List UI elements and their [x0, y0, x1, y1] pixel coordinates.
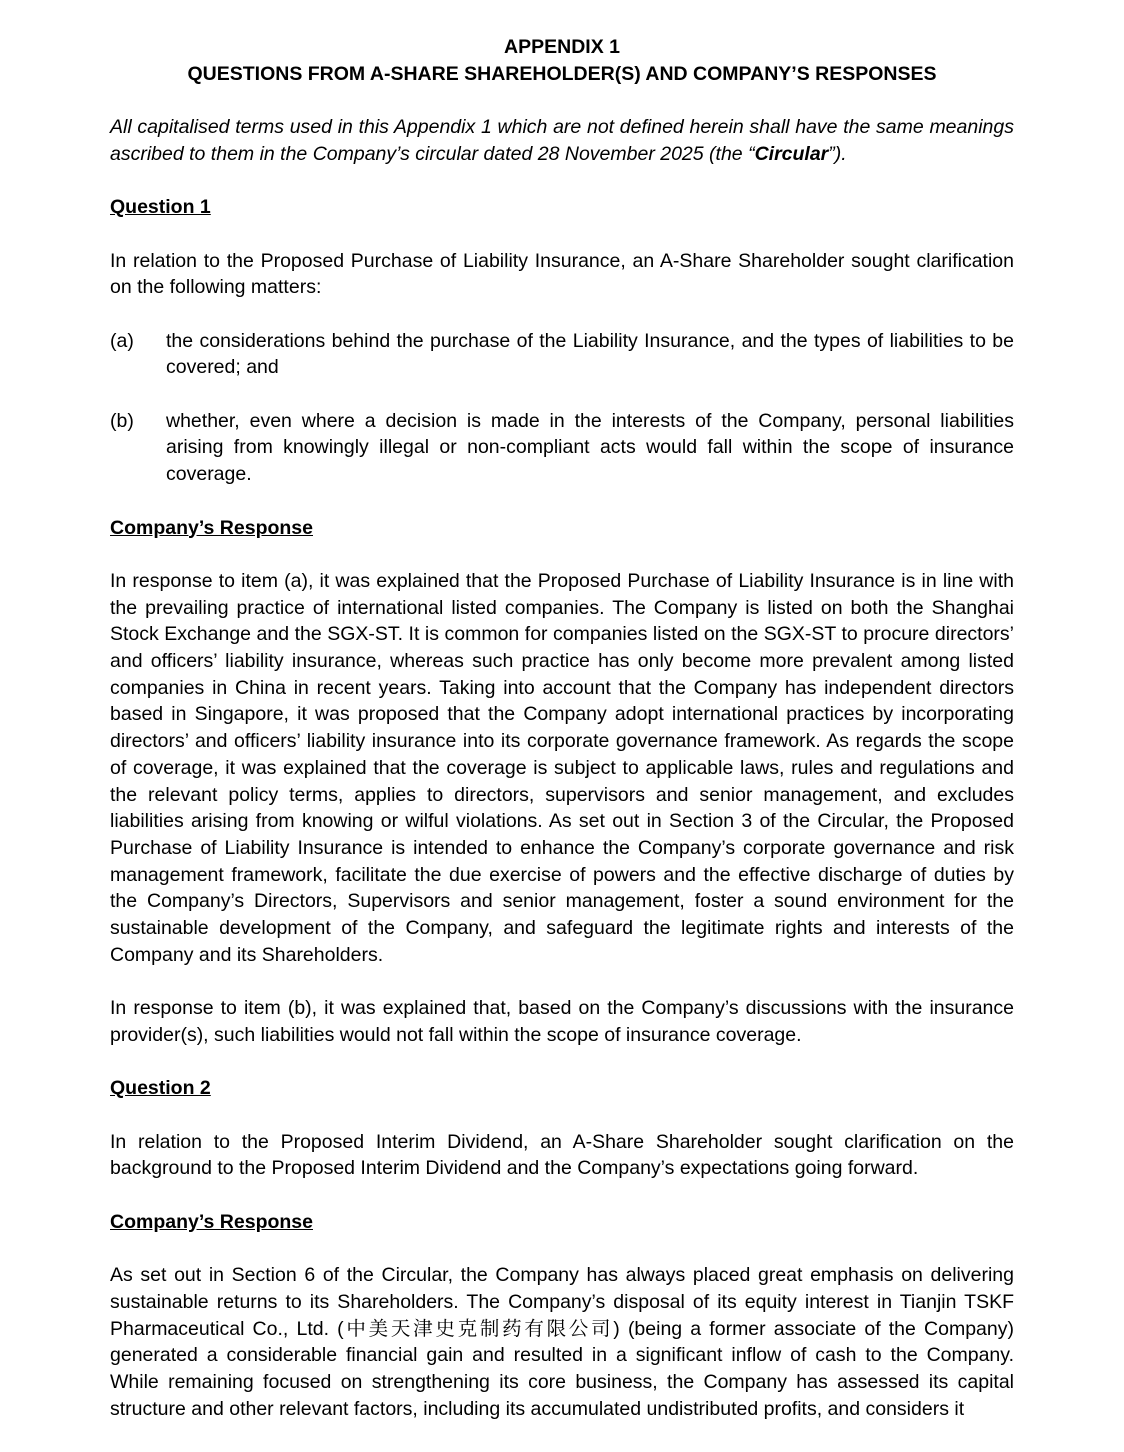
company-response-1-heading: Company’s Response [110, 516, 313, 539]
question-1-heading: Question 1 [110, 196, 211, 219]
preamble-paragraph [110, 114, 1014, 167]
response-2-paragraph: As set out in Section 6 of the Circular, the Company has always placed great emphasis on delivering sustainable returns to its Shareholders. The Company’s disposal of its equity interest in Tianjin TSKF Pharmaceutical Co., Ltd. (中美天津史克制药有限公司) (being a former associate of the Company) generated a considerable financial gain and resulted in a significant inflow of cash to the Company. While remaining focused on strengthening its core business, the Company has assessed its capital structure and other relevant factors, including its accumulated undistributed profits, and considers it [110, 1264, 1014, 1420]
list-item-b [110, 408, 1014, 488]
document-header [110, 34, 1014, 87]
question-2-intro: In relation to the Proposed Interim Dividend, an A-Share Shareholder sought clarification on the background to the Proposed Interim Dividend and the Company’s expectations going forward. [110, 1130, 1014, 1180]
preamble-text-start: All capitalised terms used in this Appendix 1 which are not defined herein shall have the same meanings ascribed to them in the Company’s circular dated 28 November 2025 (the “ [110, 116, 1014, 165]
response-1a-paragraph: In response to item (a), it was explained that the Proposed Purchase of Liability Insurance is in line with the prevailing practice of international listed companies. The Company is listed on both the Shanghai Stock Exchange and the SGX-ST. It is common for companies listed on the SGX-ST to procure directors’ and officers’ liability insurance, whereas such practice has only become more prevalent among listed companies in China in recent years. Taking into account that the Company has independent directors based in Singapore, it was proposed that the Company adopt international practices by incorporating directors’ and officers’ liability insurance into its corporate governance framework. As regards the scope of coverage, it was explained that the coverage is subject to applicable laws, rules and regulations and the relevant policy terms, applies to directors, supervisors and senior management, and excludes liabilities arising from knowing or wilful violations. As set out in Section 3 of the Circular, the Proposed Purchase of Liability Insurance is intended to enhance the Company’s corporate governance and risk management framework, facilitate the due exercise of powers and the effective discharge of duties by the Company’s Directors, Supervisors and senior management, foster a sound environment for the sustainable development of the Company, and safeguard the legitimate rights and interests of the Company and its Shareholders. [110, 569, 1014, 966]
list-item-a-label: (a) [110, 329, 134, 352]
preamble-text-end: ”). [828, 142, 847, 165]
company-response-2-heading: Company’s Response [110, 1210, 313, 1233]
list-item-b-text: whether, even where a decision is made in the interests of the Company, personal liabilities arising from knowingly illegal or non-compliant acts would fall within the scope of insurance coverage. [166, 409, 1014, 486]
circular-term: Circular [754, 142, 829, 165]
list-item-b-label: (b) [110, 409, 134, 432]
list-item-a-text: the considerations behind the purchase of the Liability Insurance, and the types of liabilities to be covered; and [166, 329, 1014, 379]
appendix-subtitle: QUESTIONS FROM A-SHARE SHAREHOLDER(S) AND COMPANY’S RESPONSES [187, 62, 937, 85]
question-2-heading: Question 2 [110, 1077, 211, 1100]
list-item-a [110, 328, 1014, 381]
appendix-title: APPENDIX 1 [504, 36, 620, 58]
response-1b-paragraph: In response to item (b), it was explained that, based on the Company’s discussions with the insurance provider(s), such liabilities would not fall within the scope of insurance coverage. [110, 997, 1014, 1046]
question-1-intro: In relation to the Proposed Purchase of Liability Insurance, an A-Share Shareholder sought clarification on the following matters: [110, 249, 1014, 299]
